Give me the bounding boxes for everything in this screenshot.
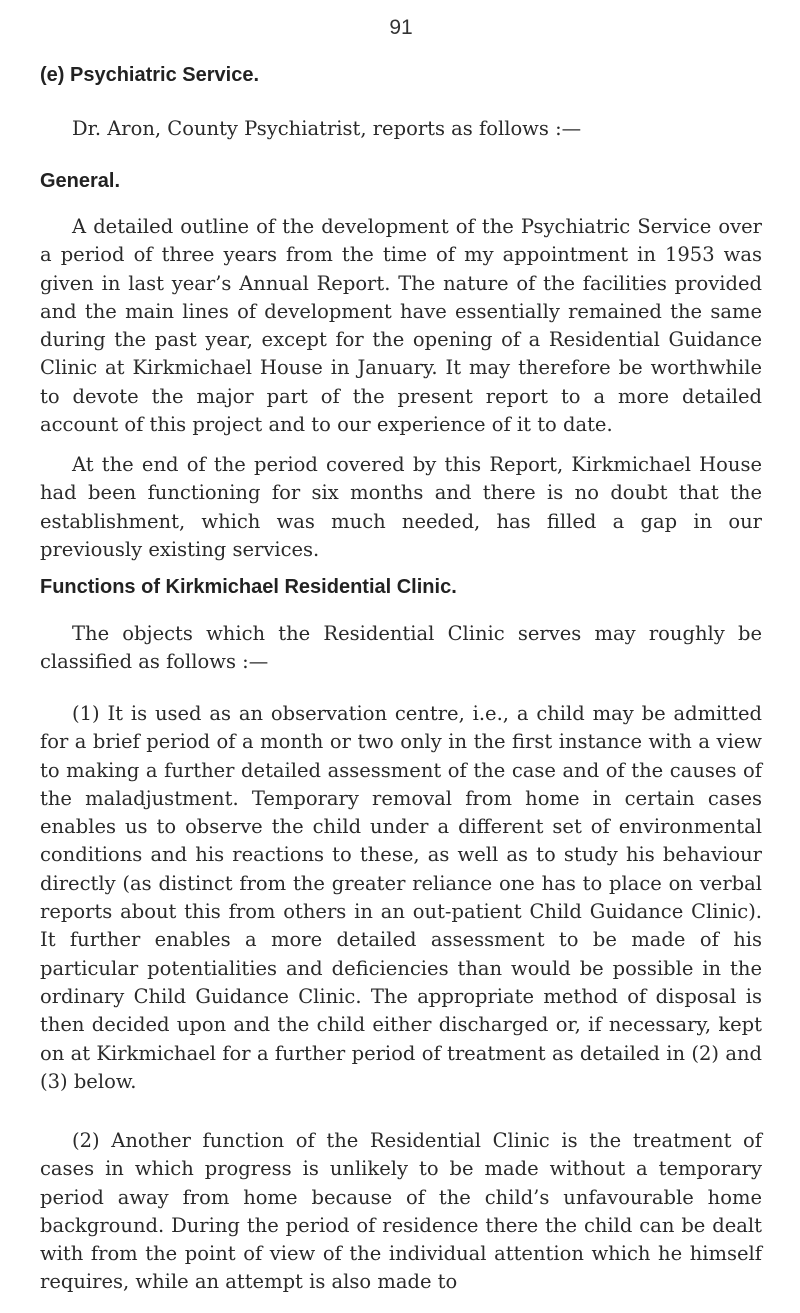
function-item-2: (2) Another function of the Residential Clinic is the treatment of cases in which progress is unlikely to be made without a temporary period away from home because of the child’s unfavourable home background. During the period of residence there the child can be dealt with from the point of view of the individual attention which he himself requires, while an attempt is also made to: [40, 1129, 762, 1294]
document-page: [40, 0, 762, 1313]
functions-intro: The objects which the Residential Clinic serves may roughly be classified as follows :—: [40, 622, 762, 674]
page-number: 91: [389, 16, 413, 39]
general-heading: General.: [40, 170, 121, 192]
section-heading: (e) Psychiatric Service.: [40, 64, 260, 86]
general-paragraph-2: At the end of the period covered by this Report, Kirkmichael House had been functioning for six months and there is no doubt that the establishment, which was much needed, has filled a gap in our previously existing services.: [40, 453, 762, 561]
intro-line: Dr. Aron, County Psychiatrist, reports as follows :—: [72, 117, 582, 140]
functions-heading: Functions of Kirkmichael Residential Clinic.: [40, 576, 457, 598]
general-paragraph-1: A detailed outline of the development of the Psychiatric Service over a period of three years from the time of my appointment in 1953 was given in last year’s Annual Report. The nature of the facilities provided and the main lines of development have essentially remained the same during the past year, except for the opening of a Residential Guidance Clinic at Kirkmichael House in January. It may therefore be worthwhile to devote the major part of the present report to a more detailed account of this project and to our experience of it to date.: [40, 215, 762, 437]
function-item-1: (1) It is used as an observation centre, i.e., a child may be admitted for a brief period of a month or two only in the first instance with a view to making a further detailed assessment of the case and of the causes of the maladjustment. Temporary removal from home in certain cases enables us to observe the child under a different set of environmental conditions and his reactions to these, as well as to study his behaviour directly (as distinct from the greater reliance one has to place on verbal reports about this from others in an out-patient Child Guidance Clinic). It further enables a more detailed assessment to be made of his particular potentialities and deficiencies than would be possible in the ordinary Child Guidance Clinic. The appropriate method of disposal is then decided upon and the child either discharged or, if necessary, kept on at Kirkmichael for a further period of treatment as detailed in (2) and (3) below.: [40, 702, 762, 1093]
